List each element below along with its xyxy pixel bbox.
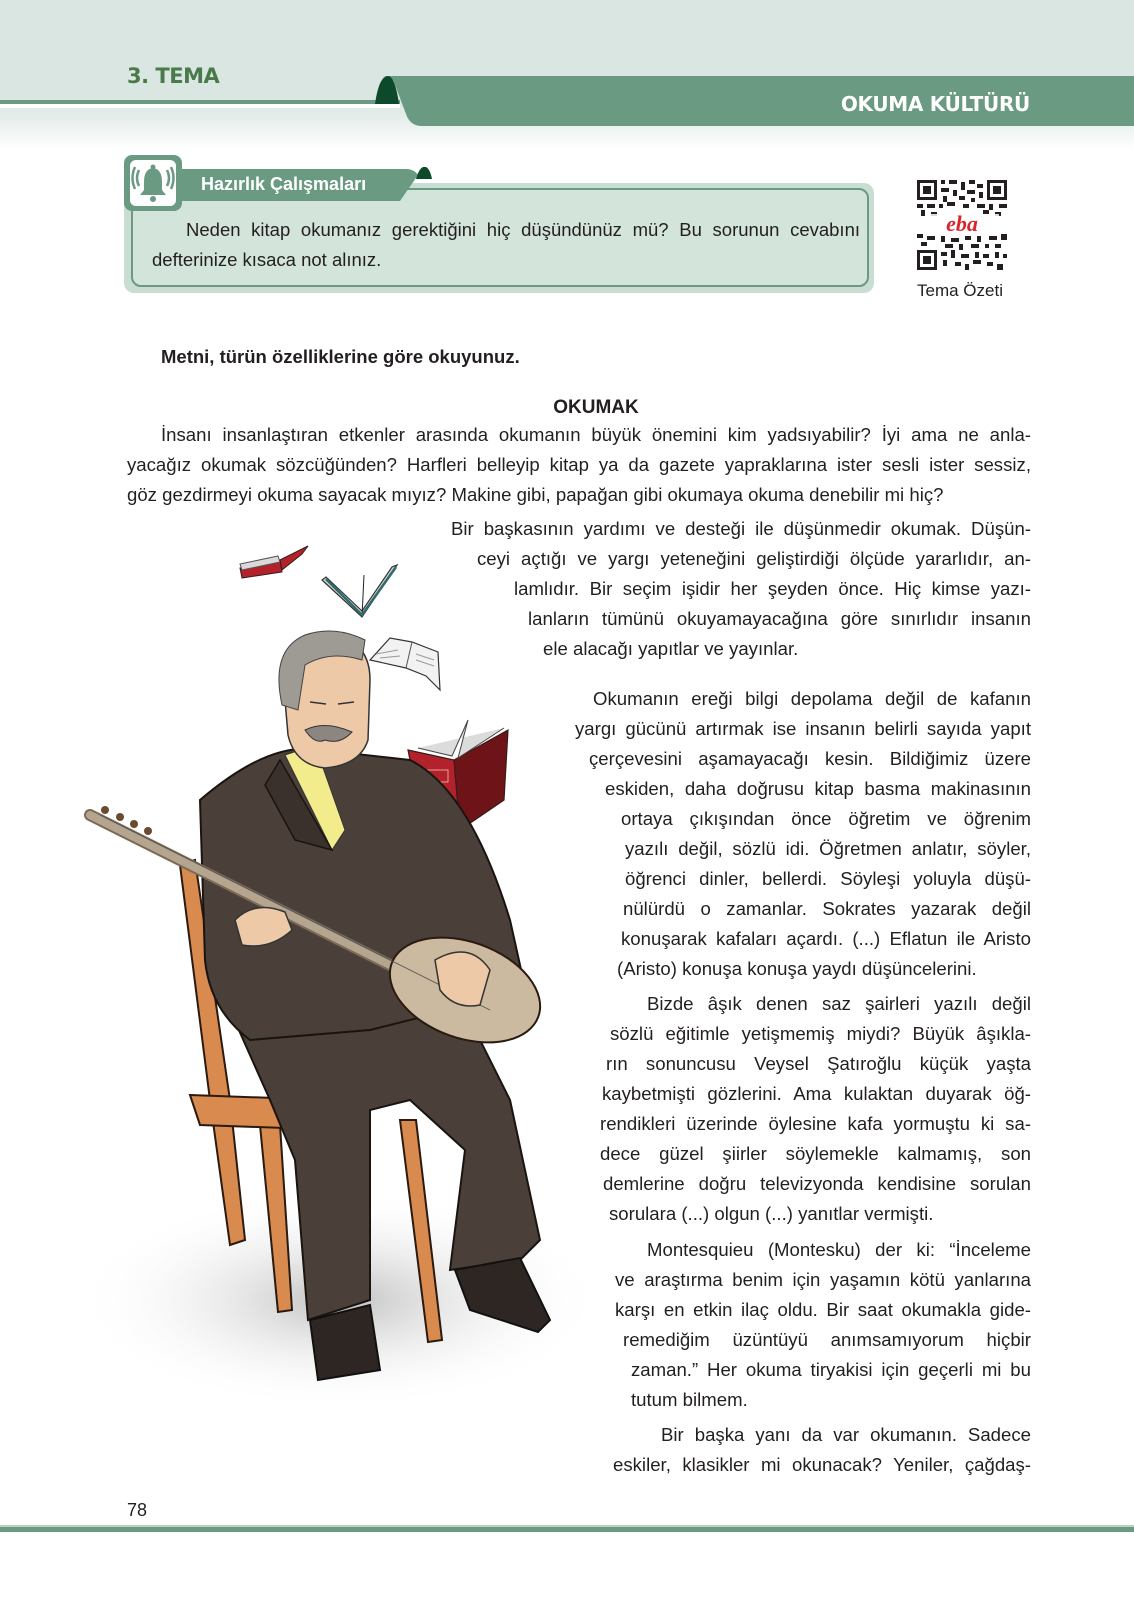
article-line: yargı gücünü artırmak ise insanın belirli sayıda yapıt (575, 718, 1031, 739)
page-number: 78 (127, 1500, 148, 1520)
article-line: Okumanın ereği bilgi depolama değil de kafanın (593, 688, 1031, 709)
article-line: nülürdü o zamanlar. Sokrates yazarak değil (623, 898, 1031, 919)
theme-label: 3. TEMA (127, 64, 220, 88)
article-line: ve araştırma benim için yaşamın kötü yanlarına (615, 1269, 1031, 1290)
article-line: eskiler, klasikler mi okunacak? Yeniler, çağdaş- (613, 1454, 1031, 1475)
article-line: Bir başka yanı da var okumanın. Sadece (661, 1424, 1031, 1445)
book-icon (370, 638, 440, 690)
article-line: zaman.” Her okuma tiryakisi için geçerli mi bu (631, 1359, 1031, 1380)
article-line: yazılı değil, sözlü idi. Öğretmen anlatır, söyler, (625, 838, 1031, 859)
article-line: konuşarak kafaları açardı. (...) Eflatun ile Aristo (621, 928, 1031, 949)
footer-rule (0, 1527, 1134, 1532)
article-line: lanların tümünü okuyamayacağına göre sınırlıdır insanın (528, 608, 1031, 629)
illustration-saz-player (70, 540, 600, 1420)
article-line: rın sonuncusu Veysel Şatıroğlu küçük yaşta (606, 1053, 1031, 1074)
bell-ringing-icon (130, 160, 176, 206)
preparation-text (152, 215, 860, 275)
eba-logo-text: eba (946, 211, 978, 236)
article-line: Bir başkasının yardımı ve desteği ile düşünmedir okumak. Düşün- (451, 518, 1031, 539)
preparation-text-line-1: Neden kitap okumanız gerektiğini hiç düşündünüz mü? Bu sorunun cevabını (186, 219, 860, 240)
article-line: çerçevesini aşamayacağı kesin. Bildiğimiz üzere (589, 748, 1031, 769)
article-line: sorulara (...) olgun (...) yanıtlar vermişti. (609, 1203, 934, 1224)
article-line: sözlü eğitimle yetişmemiş miydi? Büyük âşıkla- (610, 1023, 1031, 1044)
article-line: kaybetmişti gözlerini. Ama kulaktan duyarak öğ- (602, 1083, 1031, 1104)
book-icon (240, 546, 308, 578)
header-rule-gap (0, 104, 400, 108)
article-line: demlerine doğru televizyonda kendisine sorulan (603, 1173, 1031, 1194)
head (279, 631, 370, 768)
qr-label: Tema Özeti (917, 281, 1003, 300)
article-line: ortaya çıkışından önce öğretim ve öğrenim (621, 808, 1031, 829)
book-icon (322, 565, 397, 617)
article-title: OKUMAK (553, 397, 639, 418)
article-line: (Aristo) konuşa konuşa yaydı düşüncelerini. (617, 958, 977, 979)
article-line: rendikleri üzerinde öylesine kafa yormuştu ki sa- (600, 1113, 1031, 1134)
article-line: dece güzel şiirler söylemekle kalmamış, son (600, 1143, 1031, 1164)
article-line: yacağız okumak sözcüğünden? Harfleri belleyip kitap ya da gazete yapraklarına ister sesli ister sessiz, (127, 454, 1031, 475)
qr-code[interactable] (917, 180, 1007, 270)
article-line: İnsanı insanlaştıran etkenler arasında okumanın büyük önemini kim yadsıyabilir? İyi ama ne anla- (161, 424, 1031, 445)
article-line: öğrenci dinler, bellerdi. Söyleşi yoluyla düşü- (625, 868, 1031, 889)
reading-instruction: Metni, türün özelliklerine göre okuyunuz. (161, 346, 520, 367)
article-line: göz gezdirmeyi okuma sayacak mıyız? Makine gibi, papağan gibi okumaya okuma denebilir mi hiç? (127, 484, 944, 505)
article-line: ele alacağı yapıtlar ve yayınlar. (543, 638, 799, 659)
article-line: lamlıdır. Bir seçim işidir her şeyden önce. Hiç kimse yazı- (514, 578, 1031, 599)
article-line: karşı en etkin ilaç oldu. Bir saat okumakla gide- (615, 1299, 1031, 1320)
preparation-text-line-2: defterinize kısaca not alınız. (152, 249, 382, 270)
header-tab-bump (375, 76, 409, 104)
article-line: Montesquieu (Montesku) der ki: “İnceleme (647, 1239, 1031, 1260)
article-line: ceyi açtığı ve yargı yeteneğini geliştirdiği ölçüde yararlıdır, an- (477, 548, 1031, 569)
article-line: Bizde âşık denen saz şairleri yazılı değil (647, 993, 1031, 1014)
article-line: tutum bilmem. (631, 1389, 748, 1410)
preparation-icon-frame (124, 155, 182, 211)
article-line: eskiden, daha doğrusu kitap basma makinasının (605, 778, 1031, 799)
preparation-heading: Hazırlık Çalışmaları (201, 174, 367, 194)
article-line: remediğim üzüntüyü anımsamıyorum hiçbir (623, 1329, 1031, 1350)
section-title: OKUMA KÜLTÜRÜ (840, 92, 1030, 116)
